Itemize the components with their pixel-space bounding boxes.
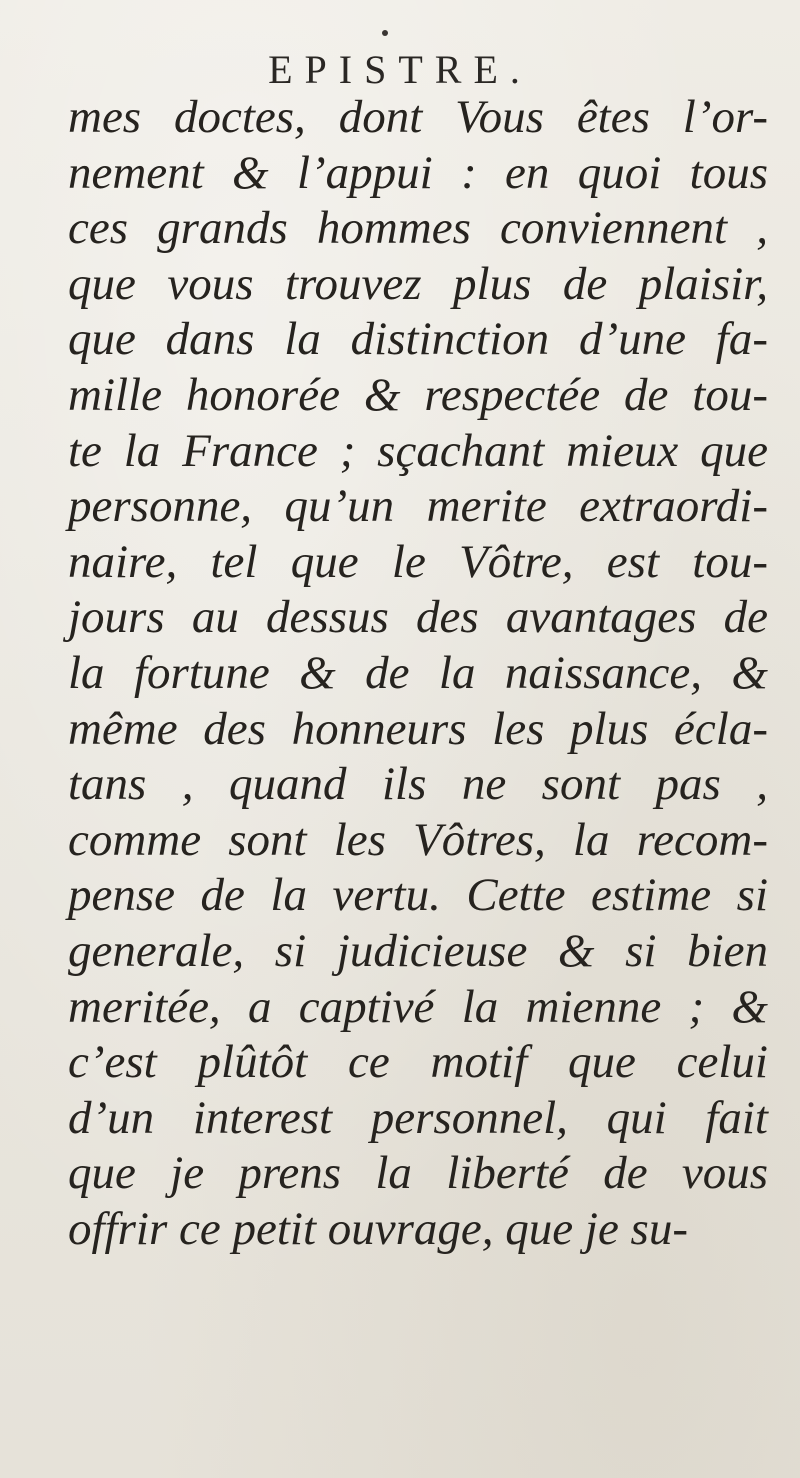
text-line: ces grands hommes conviennent , [68, 202, 768, 255]
body-text [68, 90, 768, 1257]
text-line: naire, tel que le Vôtre, est tou- [68, 535, 768, 588]
text-line: d’un interest personnel, qui fait [68, 1091, 768, 1144]
text-line: que vous trouvez plus de plaisir, [68, 257, 768, 310]
text-line: te la France ; sçachant mieux que [68, 424, 768, 477]
text-line: comme sont les Vôtres, la recom- [68, 813, 768, 866]
running-title: EPISTRE. [268, 47, 532, 92]
text-line: meritée, a captivé la mienne ; & [68, 980, 768, 1033]
text-line: mille honorée & respectée de tou- [68, 368, 768, 421]
text-line: mes doctes, dont Vous êtes l’or- [68, 91, 768, 143]
text-line: tans , quand ils ne sont pas , [68, 758, 768, 811]
text-line: nement & l’appui : en quoi tous [68, 146, 768, 199]
ink-speck [382, 30, 388, 36]
text-line: jours au dessus des avantages de [68, 591, 768, 644]
text-line: offrir ce petit ouvrage, que je su- [68, 1202, 688, 1255]
text-line: pense de la vertu. Cette estime si [68, 869, 768, 922]
text-line: c’est plûtôt ce motif que celui [68, 1036, 768, 1089]
text-line: que dans la distinction d’une fa- [68, 313, 768, 366]
text-line: generale, si judicieuse & si bien [68, 924, 768, 977]
text-line: même des honneurs les plus écla- [68, 702, 768, 755]
text-line: la fortune & de la naissance, & [68, 646, 768, 699]
text-line: personne, qu’un merite extraordi- [68, 480, 768, 533]
text-line: que je prens la liberté de vous [68, 1147, 768, 1200]
